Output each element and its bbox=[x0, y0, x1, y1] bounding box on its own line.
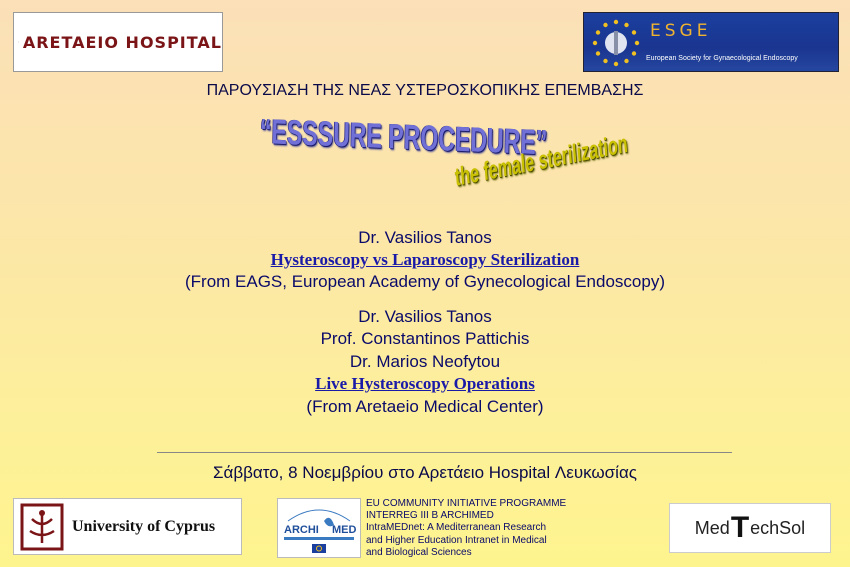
medtechsol-logo bbox=[669, 503, 831, 553]
medtechsol-t: T bbox=[730, 511, 750, 544]
divider bbox=[157, 452, 732, 453]
aretaeio-seal-icon bbox=[18, 17, 19, 67]
esge-name: ESGE bbox=[650, 21, 712, 41]
esge-subtitle: European Society for Gynaecological Endoscopy bbox=[646, 55, 798, 62]
talk1-source: (From EAGS, European Academy of Gynecological Endoscopy) bbox=[184, 272, 665, 291]
talk2-speaker-2: Prof. Constantinos Pattichis bbox=[320, 329, 530, 348]
eu-stars-icon bbox=[590, 17, 642, 69]
talk2-title-link[interactable]: Live Hysteroscopy Operations bbox=[315, 374, 535, 393]
talk1-title-link[interactable]: Hysteroscopy vs Laparoscopy Sterilization bbox=[270, 250, 580, 269]
aretaeio-name: ΑRETAEIO HOSPITAL bbox=[22, 32, 222, 52]
archimed-line-3: IntraMEDnet: A Mediterranean Research bbox=[366, 522, 547, 534]
svg-text:ARCHI: ARCHI bbox=[284, 524, 319, 536]
talk2-speaker-3: Dr. Marios Neofytou bbox=[349, 352, 501, 371]
ucy-crest-icon bbox=[20, 503, 64, 551]
talk2-speaker-1: Dr. Vasilios Tanos bbox=[358, 307, 492, 326]
medtechsol-post: echSol bbox=[750, 517, 806, 538]
talk1-speaker: Dr. Vasilios Tanos bbox=[358, 228, 492, 247]
procedure-subtitle: the female sterilization bbox=[453, 127, 629, 192]
archimed-line-1: EU COMMUNITY INITIATIVE PROGRAMME bbox=[366, 498, 567, 509]
esge-logo bbox=[583, 12, 839, 72]
procedure-title: “ESSSURE PROCEDURE” bbox=[259, 112, 548, 163]
greek-title: ΠΑΡΟΥΣΙΑΣΗ ΤΗΣ ΝΕΑΣ ΥΣΤΕΡΟΣΚΟΠΙΚΗΣ ΕΠΕΜΒΑΣΗΣ bbox=[206, 82, 644, 99]
talk2-title-wrap bbox=[0, 374, 850, 394]
archimed-logo-icon bbox=[278, 499, 360, 557]
archimed-line-4: and Higher Education Intranet in Medical bbox=[366, 534, 547, 546]
archimed-line-2: INTERREG III B ARCHIMED bbox=[366, 510, 494, 522]
archimed-line-5: and Biological Sciences bbox=[366, 546, 472, 558]
archimed-description bbox=[366, 498, 566, 559]
talk1-title-wrap bbox=[0, 250, 850, 270]
aretaeio-hospital-logo bbox=[13, 12, 223, 72]
talk2-source: (From Aretaeio Medical Center) bbox=[306, 397, 544, 416]
university-of-cyprus-logo bbox=[13, 498, 242, 555]
archimed-logo bbox=[277, 498, 361, 558]
svg-text:MED: MED bbox=[332, 524, 357, 536]
ucy-name: University of Cyprus bbox=[72, 517, 216, 535]
medtechsol-pre: Med bbox=[694, 517, 730, 538]
date-line: Σάββατο, 8 Νοεμβρίου στο Αρετάειο Hospital Λευκωσίας bbox=[213, 463, 637, 482]
